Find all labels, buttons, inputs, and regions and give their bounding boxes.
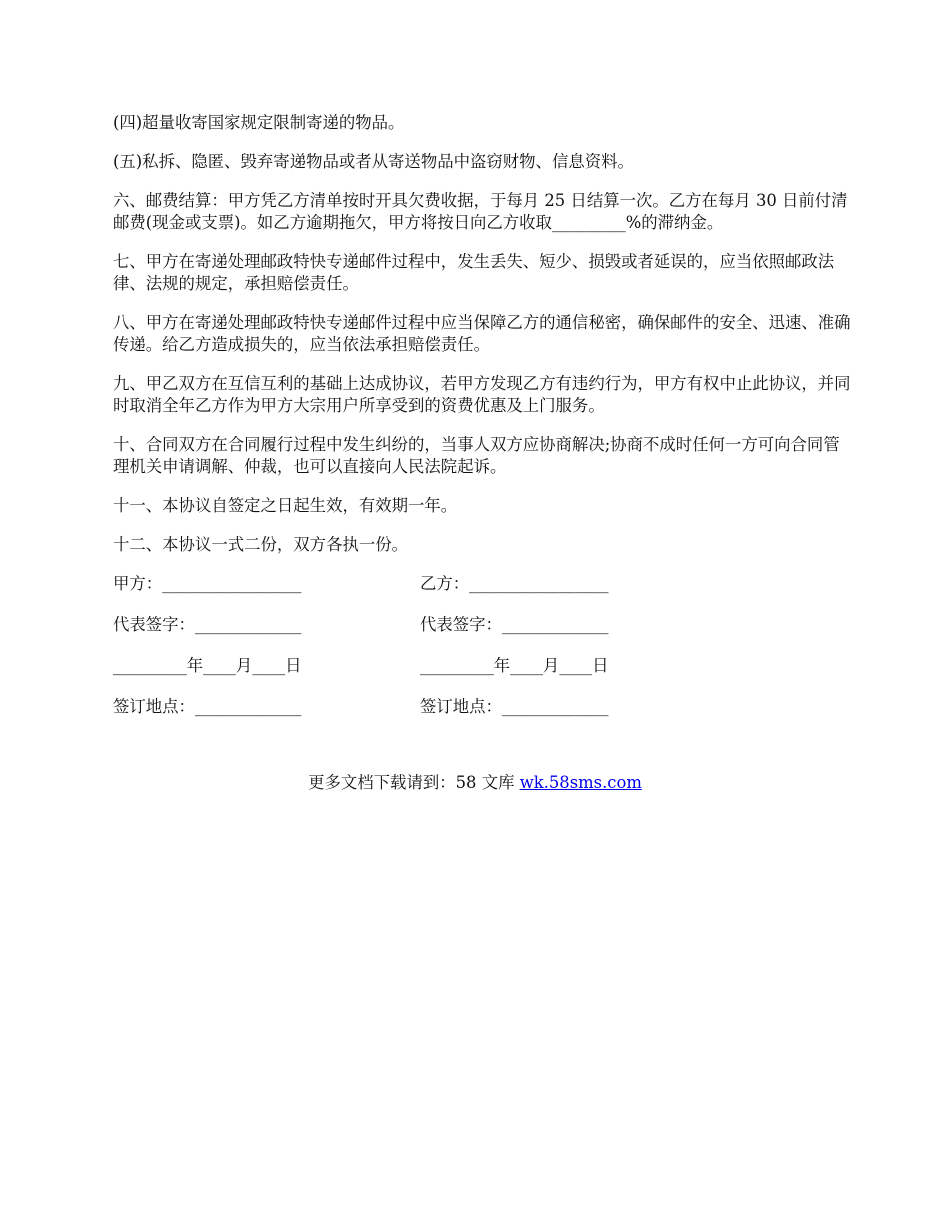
clause-postage-settlement: 六、邮费结算：甲方凭乙方清单按时开具欠费收据，于每月 25 日结算一次。乙方在每月 30 日前付清邮费(现金或支票)。如乙方逾期拖欠，甲方将按日向乙方收取_________%的滞纳金。 xyxy=(113,191,848,232)
signature-party-row xyxy=(113,573,853,595)
place-b-field: 签订地点：_____________ xyxy=(420,697,609,716)
clause-termination: 九、甲乙双方在互信互利的基础上达成协议，若甲方发现乙方有违约行为，甲方有权中止此协议，并同时取消全年乙方作为甲方大宗用户所享受到的资费优惠及上门服务。 xyxy=(113,374,851,415)
signature-date-row xyxy=(113,655,853,677)
clause-4: (四)超量收寄国家规定限制寄递的物品。 xyxy=(113,113,405,132)
date-b-field: _________年____月____日 xyxy=(420,656,609,675)
footer-text: 更多文档下载请到：58 文库 xyxy=(308,773,520,792)
clause-effective-date: 十一、本协议自签定之日起生效，有效期一年。 xyxy=(113,496,458,515)
party-a-field: 甲方：_________________ xyxy=(113,574,302,593)
rep-a-field: 代表签字：_____________ xyxy=(113,615,302,634)
party-b-field: 乙方：_________________ xyxy=(420,574,609,593)
footer-link[interactable]: wk.58sms.com xyxy=(519,773,642,792)
clause-confidentiality: 八、甲方在寄递处理邮政特快专递邮件过程中应当保障乙方的通信秘密，确保邮件的安全、迅速、准确传递。给乙方造成损失的，应当依法承担赔偿责任。 xyxy=(113,313,851,354)
clause-5: (五)私拆、隐匿、毁弃寄递物品或者从寄送物品中盗窃财物、信息资料。 xyxy=(113,152,634,171)
signature-place-row xyxy=(113,696,853,718)
rep-b-field: 代表签字：_____________ xyxy=(420,615,609,634)
document-body xyxy=(113,112,853,737)
signature-rep-row xyxy=(113,614,853,636)
download-footer xyxy=(0,772,950,794)
clause-dispute-resolution: 十、合同双方在合同履行过程中发生纠纷的，当事人双方应协商解决;协商不成时任何一方可向合同管理机关申请调解、仲裁，也可以直接向人民法院起诉。 xyxy=(113,435,840,476)
clause-compensation-loss: 七、甲方在寄递处理邮政特快专递邮件过程中，发生丢失、短少、损毁或者延误的，应当依照邮政法律、法规的规定，承担赔偿责任。 xyxy=(113,252,835,293)
clause-copies: 十二、本协议一式二份，双方各执一份。 xyxy=(113,535,409,554)
place-a-field: 签订地点：_____________ xyxy=(113,697,302,716)
date-a-field: _________年____月____日 xyxy=(113,656,302,675)
